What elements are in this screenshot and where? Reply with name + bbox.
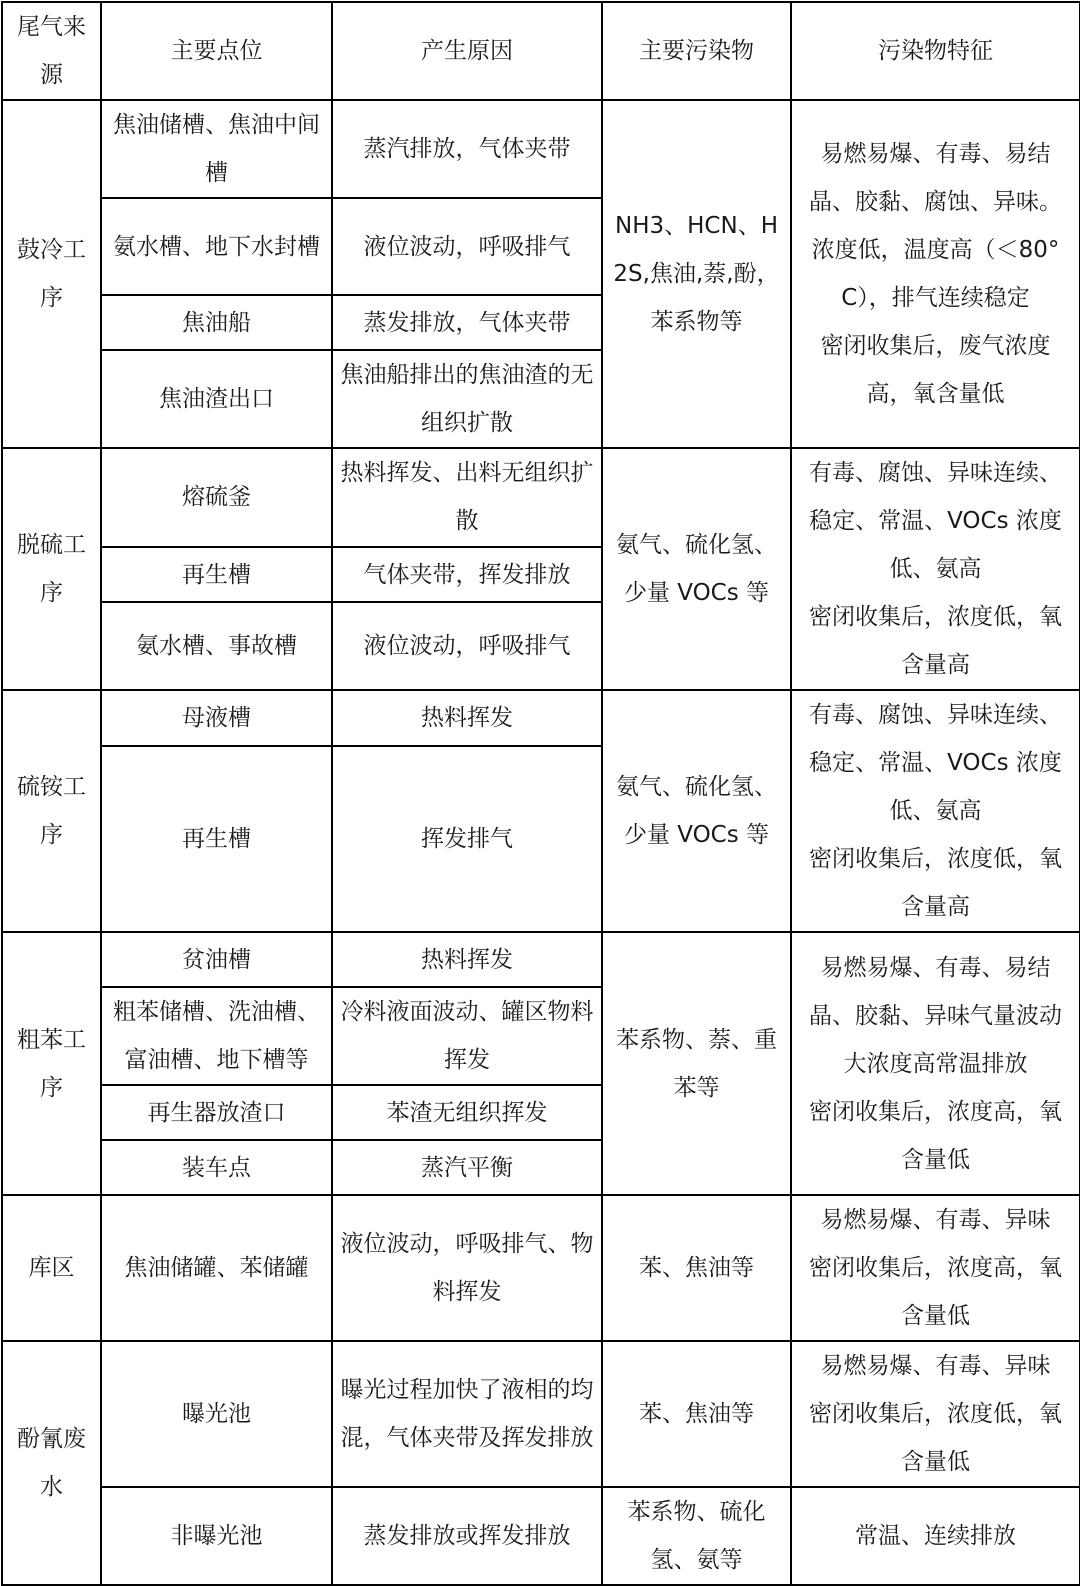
- point-cell: 焦油储罐、苯储罐: [101, 1195, 332, 1341]
- feature-line: 易燃易爆、有毒、易结晶、胶黏、腐蚀、异味。浓度低，温度高（＜80°C），排气连续稳定: [809, 141, 1062, 311]
- reason-cell: 蒸发排放，气体夹带: [332, 295, 602, 350]
- reason-cell: 曝光过程加快了液相的均混，气体夹带及挥发排放: [332, 1341, 602, 1487]
- reason-cell: 热料挥发: [332, 690, 602, 746]
- reason-cell: 冷料液面波动、罐区物料挥发: [332, 987, 602, 1085]
- table-row: [2, 100, 1080, 198]
- feature-line: 密闭收集后，浓度高，氧含量低: [809, 1255, 1062, 1329]
- feature-line: 密闭收集后，废气浓度高，氧含量低: [820, 333, 1051, 407]
- feature-cell: [791, 1195, 1080, 1341]
- feature-line: 密闭收集后，浓度低，氧含量低: [809, 1401, 1062, 1475]
- feature-cell: [791, 448, 1080, 690]
- header-reason: 产生原因: [332, 2, 602, 100]
- pollution-source-table: [1, 1, 1080, 1586]
- point-cell: 母液槽: [101, 690, 332, 746]
- feature-cell: [791, 1487, 1080, 1585]
- pollutant-cell: 苯系物、萘、重苯等: [602, 932, 791, 1195]
- pollutant-cell: 氨气、硫化氢、少量 VOCs 等: [602, 690, 791, 932]
- source-cell: 酚氰废水: [2, 1341, 101, 1585]
- point-cell: 焦油船: [101, 295, 332, 350]
- feature-line: 密闭收集后，浓度低，氧含量高: [809, 604, 1062, 678]
- source-cell: 鼓冷工序: [2, 100, 101, 448]
- reason-cell: 气体夹带，挥发排放: [332, 547, 602, 602]
- pollutant-cell: 苯、焦油等: [602, 1195, 791, 1341]
- reason-cell: 热料挥发、出料无组织扩散: [332, 448, 602, 547]
- point-cell: 粗苯储槽、洗油槽、富油槽、地下槽等: [101, 987, 332, 1085]
- source-cell: 库区: [2, 1195, 101, 1341]
- reason-cell: 热料挥发: [332, 932, 602, 987]
- feature-cell: [791, 100, 1080, 448]
- source-cell: 硫铵工序: [2, 690, 101, 932]
- pollutant-cell: 氨气、硫化氢、少量 VOCs 等: [602, 448, 791, 690]
- feature-line: 有毒、腐蚀、异味连续、稳定、常温、VOCs 浓度低、氨高: [809, 460, 1062, 582]
- header-source: 尾气来源: [2, 2, 101, 100]
- pollutant-cell: NH3、HCN、H2S,焦油,萘,酚，苯系物等: [602, 100, 791, 448]
- point-cell: 熔硫釜: [101, 448, 332, 547]
- reason-cell: 蒸汽排放，气体夹带: [332, 100, 602, 198]
- point-cell: 贫油槽: [101, 932, 332, 987]
- table-row: [2, 1195, 1080, 1341]
- point-cell: 装车点: [101, 1140, 332, 1195]
- feature-line: 易燃易爆、有毒、异味: [820, 1207, 1051, 1233]
- point-cell: 氨水槽、地下水封槽: [101, 198, 332, 295]
- point-cell: 再生槽: [101, 746, 332, 932]
- header-pollutants: 主要污染物: [602, 2, 791, 100]
- point-cell: 再生槽: [101, 547, 332, 602]
- reason-cell: 液位波动，呼吸排气、物料挥发: [332, 1195, 602, 1341]
- point-cell: 再生器放渣口: [101, 1085, 332, 1140]
- source-cell: 脱硫工序: [2, 448, 101, 690]
- feature-cell: [791, 932, 1080, 1195]
- feature-line: 常温、连续排放: [855, 1523, 1016, 1549]
- reason-cell: 蒸发排放或挥发排放: [332, 1487, 602, 1585]
- feature-cell: [791, 690, 1080, 932]
- feature-line: 易燃易爆、有毒、异味: [820, 1353, 1051, 1379]
- feature-cell: [791, 1341, 1080, 1487]
- point-cell: 曝光池: [101, 1341, 332, 1487]
- reason-cell: 蒸汽平衡: [332, 1140, 602, 1195]
- header-row: [2, 2, 1080, 100]
- point-cell: 焦油渣出口: [101, 350, 332, 448]
- feature-line: 有毒、腐蚀、异味连续、稳定、常温、VOCs 浓度低、氨高: [809, 702, 1062, 824]
- header-point: 主要点位: [101, 2, 332, 100]
- table-row: [2, 1487, 1080, 1585]
- point-cell: 非曝光池: [101, 1487, 332, 1585]
- feature-line: 密闭收集后，浓度低，氧含量高: [809, 846, 1062, 920]
- table-row: [2, 1341, 1080, 1487]
- reason-cell: 液位波动，呼吸排气: [332, 198, 602, 295]
- table-row: [2, 690, 1080, 746]
- source-cell: 粗苯工序: [2, 932, 101, 1195]
- pollutant-cell: 苯、焦油等: [602, 1341, 791, 1487]
- header-features: 污染物特征: [791, 2, 1080, 100]
- feature-line: 密闭收集后，浓度高，氧含量低: [809, 1098, 1062, 1173]
- reason-cell: 挥发排气: [332, 746, 602, 932]
- pollutant-cell: 苯系物、硫化氢、氨等: [602, 1487, 791, 1585]
- point-cell: 氨水槽、事故槽: [101, 602, 332, 690]
- point-cell: 焦油储槽、焦油中间槽: [101, 100, 332, 198]
- reason-cell: 焦油船排出的焦油渣的无组织扩散: [332, 350, 602, 448]
- table-row: [2, 932, 1080, 987]
- feature-line: 易燃易爆、有毒、易结晶、胶黏、异味气量波动大浓度高常温排放: [809, 954, 1062, 1077]
- reason-cell: 苯渣无组织挥发: [332, 1085, 602, 1140]
- table-row: [2, 448, 1080, 547]
- reason-cell: 液位波动，呼吸排气: [332, 602, 602, 690]
